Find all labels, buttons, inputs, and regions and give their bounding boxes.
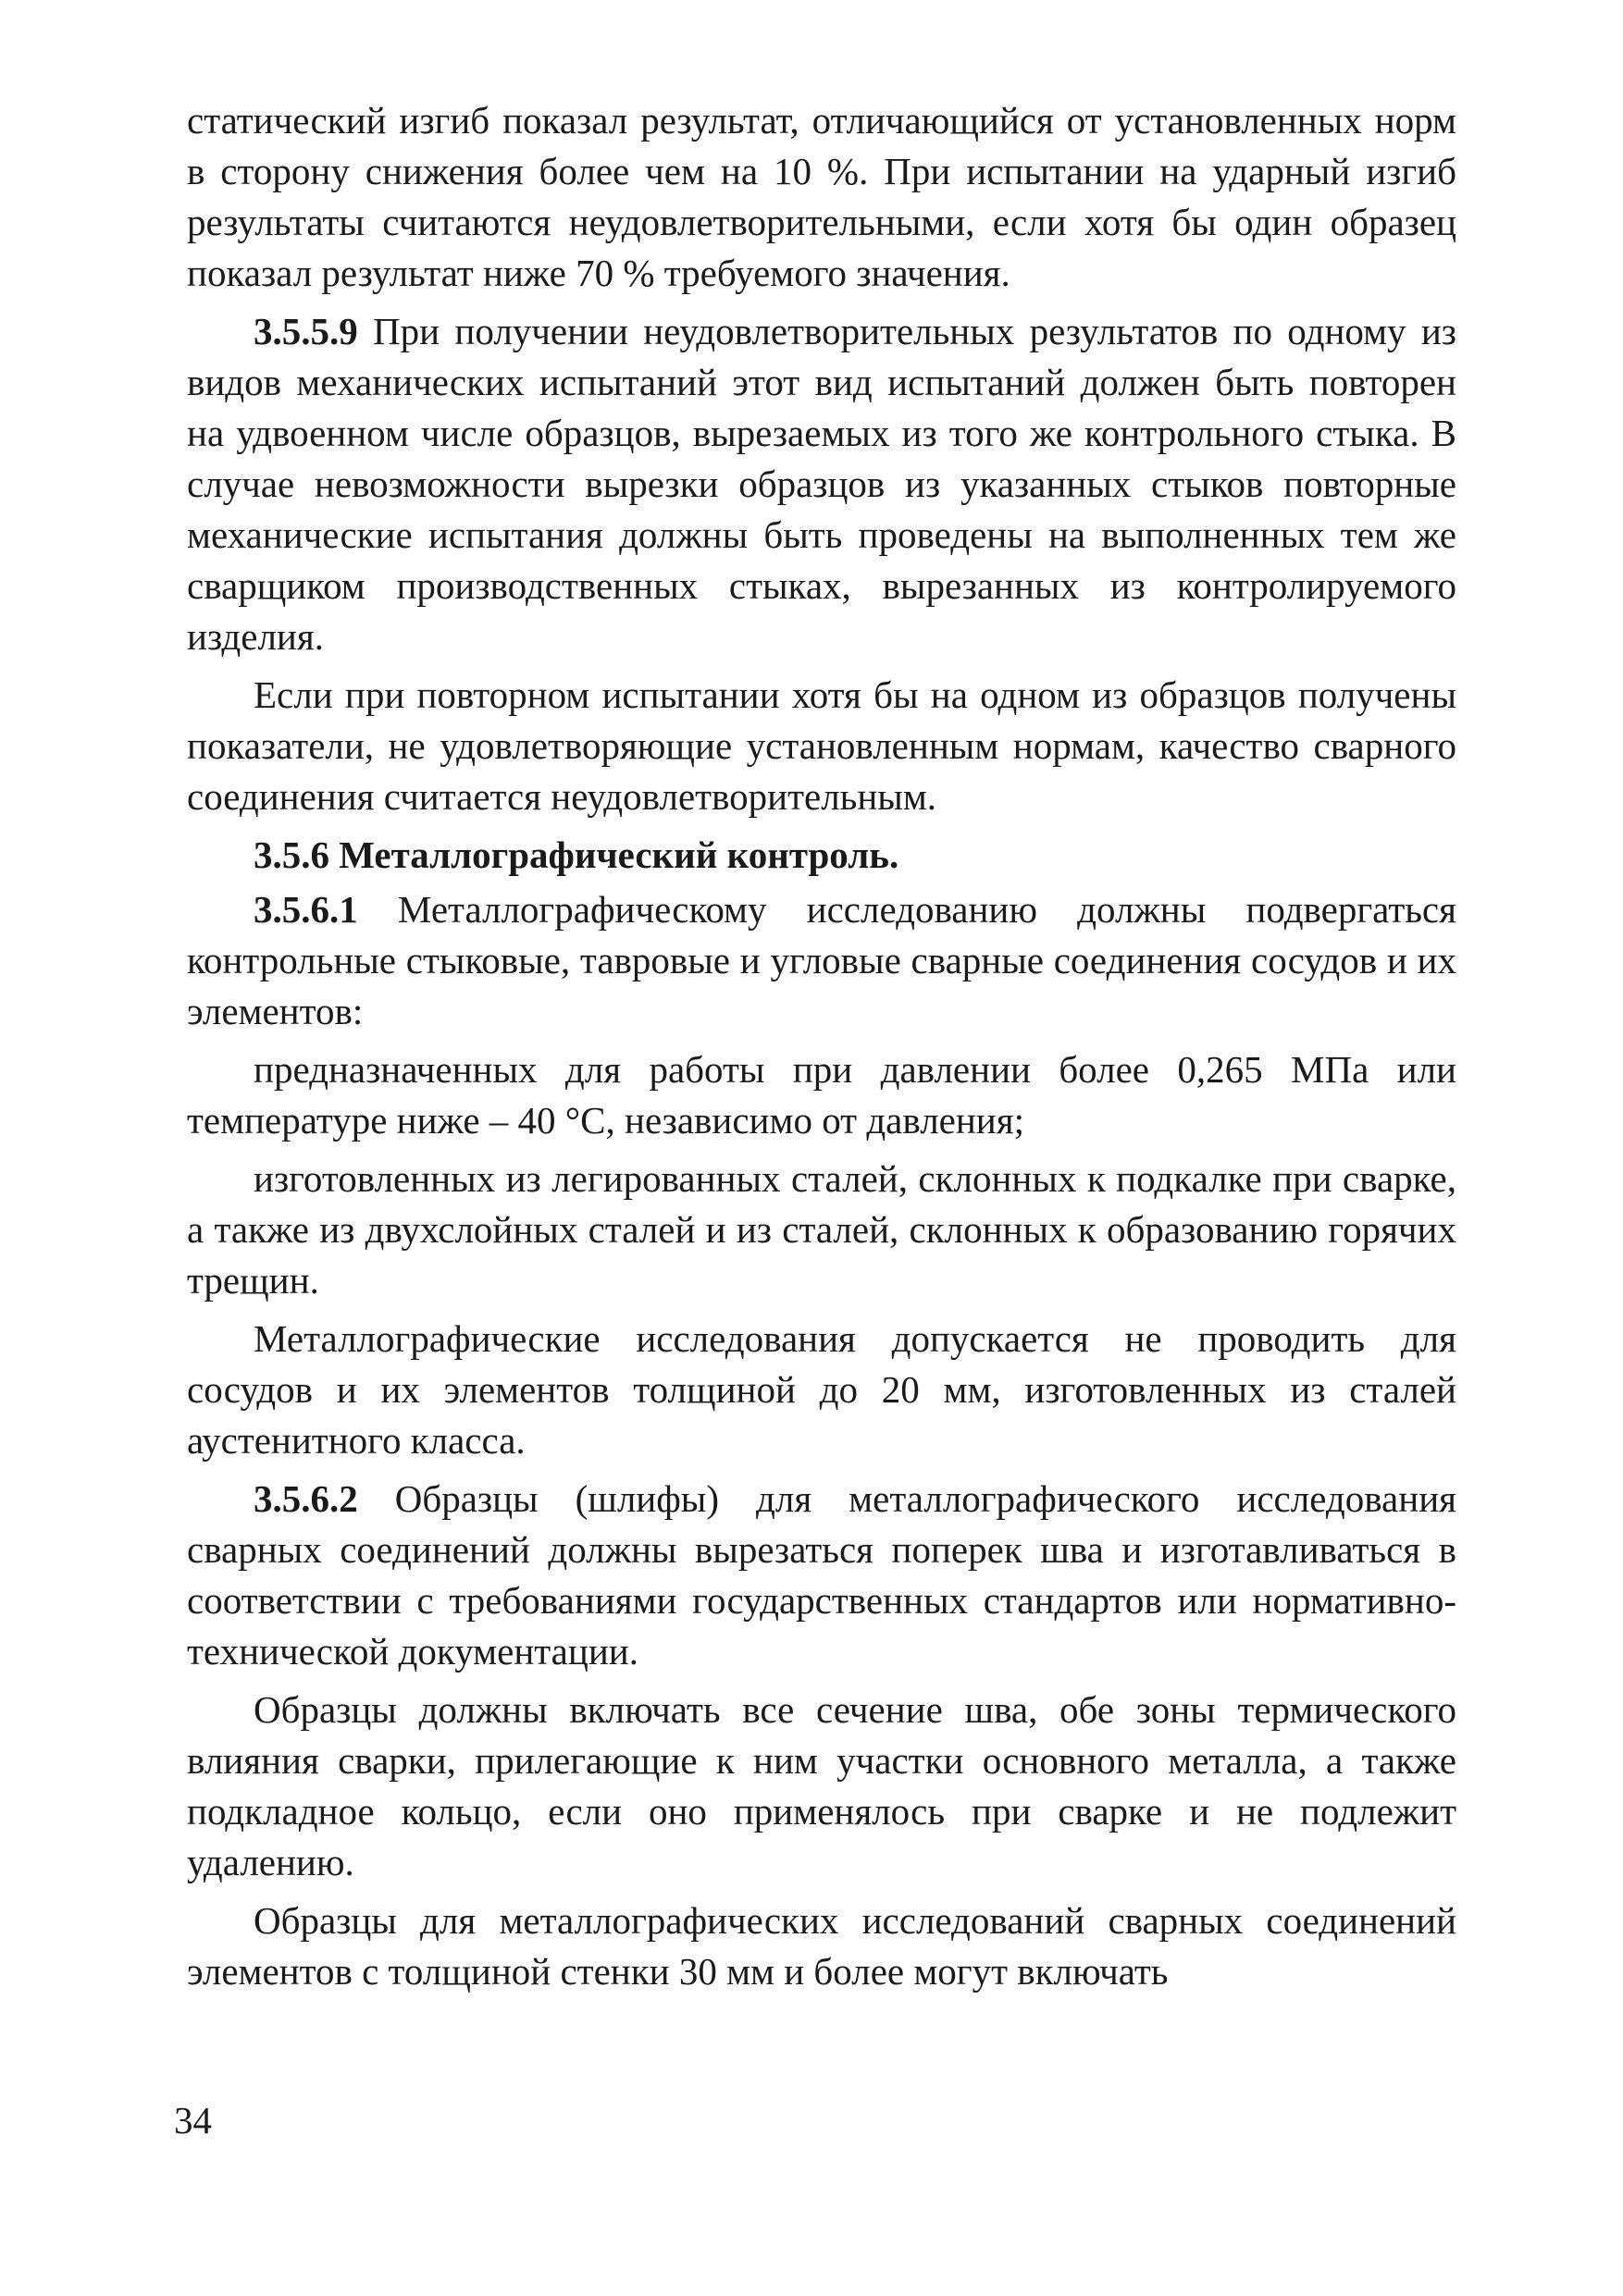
paragraph-text: предназначенных для работы при давлении более 0,265 МПа или температуре ниже – 40 °С, независимо от давления;	[187, 1048, 1456, 1142]
list-item-pressure	[187, 1044, 1456, 1146]
paragraph-text: При получении неудовлетворительных результатов по одному из видов механических испытаний этот вид испытаний должен быть повторен на удвоенном числе образцов, вырезаемых из того же контрольного стыка. В случае невозможности вырезки образцов из указанных стыков повторные механические испытания должны быть проведены на выполненных тем же сварщиком производственных стыках, вырезанных из контролируемого изделия.	[187, 310, 1456, 658]
paragraph-thick-wall-samples	[187, 1895, 1456, 1997]
paragraph-text: статический изгиб показал результат, отличающийся от установленных норм в сторону снижения более чем на 10 %. При испытании на ударный изгиб результаты считаются неудовлетворительными, если хотя бы один образец показал результат ниже 70 % требуемого значения.	[187, 99, 1456, 294]
paragraph-text: Образцы должны включать все сечение шва, обе зоны термического влияния сварки, прилегающие к ним участки основного металла, а также подкладное кольцо, если оно применялось при сварке и не подлежит удалению.	[187, 1688, 1456, 1883]
paragraph-exemption	[187, 1314, 1456, 1466]
list-item-alloy-steels	[187, 1154, 1456, 1306]
paragraph-text: Металлографические исследования допускается не проводить для сосудов и их элементов толщиной до 20 мм, изготовленных из сталей аустенитного класса.	[187, 1317, 1456, 1462]
paragraph-text: Образцы для металлографических исследований сварных соединений элементов с толщиной стенки 30 мм и более могут включать	[187, 1899, 1456, 1993]
clause-number: 3.5.6.1	[254, 888, 358, 931]
paragraph-text: Образцы (шлифы) для металлографического исследования сварных соединений должны вырезаться поперек шва и изготавливаться в соответствии с требованиями государственных стандартов или нормативно-технической документации.	[187, 1477, 1456, 1673]
paragraph-sample-contents	[187, 1685, 1456, 1888]
paragraph-3-5-6-2	[187, 1474, 1456, 1677]
clause-number: 3.5.5.9	[254, 310, 358, 352]
paragraph-3-5-6-1	[187, 884, 1456, 1037]
clause-number: 3.5.6.2	[254, 1477, 358, 1520]
paragraph-3-5-5-9	[187, 306, 1456, 662]
paragraph-repeat-test	[187, 670, 1456, 822]
paragraph-text: Металлографическому исследованию должны подвергаться контрольные стыковые, тавровые и угловые сварные соединения сосудов и их элементов:	[187, 888, 1456, 1032]
page-number: 34	[174, 2099, 212, 2142]
paragraph-continuation	[187, 95, 1456, 299]
paragraph-text: изготовленных из легированных сталей, склонных к подкалке при сварке, а также из двухслойных сталей и из сталей, склонных к образованию горячих трещин.	[187, 1157, 1456, 1302]
section-heading: 3.5.6 Металлографический контроль.	[254, 833, 899, 876]
paragraph-text: Если при повторном испытании хотя бы на одном из образцов получены показатели, не удовлетворяющие установленным нормам, качество сварного соединения считается неудовлетворительным.	[187, 673, 1456, 818]
body-text	[187, 95, 1456, 2005]
